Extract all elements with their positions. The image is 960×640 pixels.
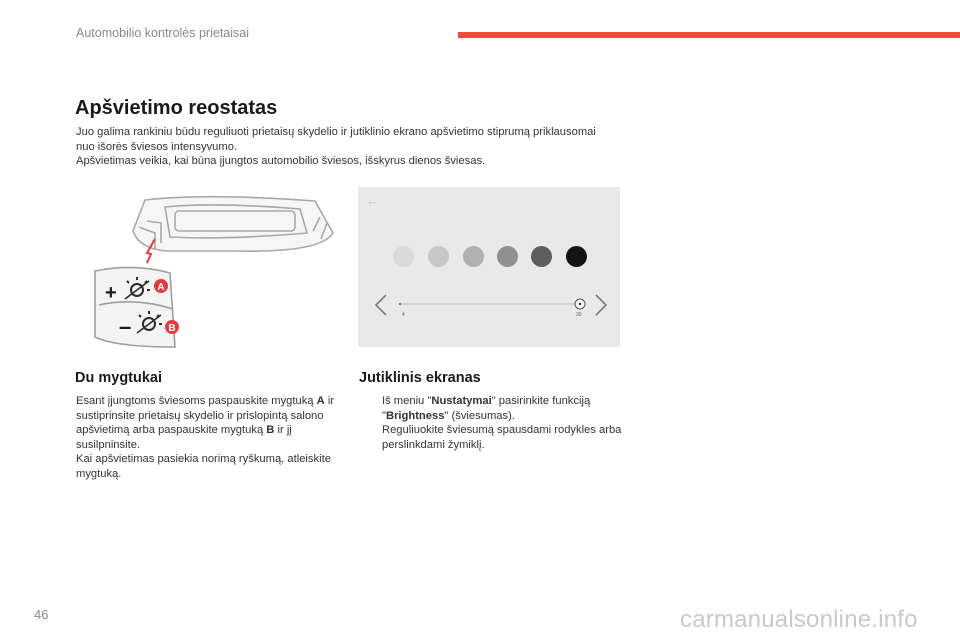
touchscreen-heading: Jutiklinis ekranas	[359, 370, 481, 386]
two-buttons-text	[76, 394, 338, 481]
intro-paragraph-1: Juo galima rankiniu būdu reguliuoti prietaisų skydelio ir jutiklinio ekrano apšvietimo stiprumą priklausomai nuo išorės šviesos intensyvumo.	[76, 126, 596, 153]
minus-symbol: –	[119, 314, 132, 339]
plus-symbol: +	[105, 282, 117, 304]
brightness-swatch[interactable]	[566, 246, 587, 267]
text-segment: ir sustiprinsite prietaisų skydelio ir prislopintą salono apšvietimą arba paspauskite mygtuką	[76, 395, 335, 436]
page-title: Apšvietimo reostatas	[75, 97, 278, 119]
two-buttons-heading: Du mygtukai	[75, 370, 163, 386]
instrument-cluster-drawing	[133, 197, 333, 251]
function-name-brightness: Brightness	[385, 409, 445, 422]
intro-text	[76, 125, 616, 169]
chevron-right-icon	[596, 295, 606, 315]
list-item	[359, 423, 627, 452]
header-title: Automobilio kontrolės prietaisai	[76, 26, 250, 40]
dashboard-buttons-illustration	[75, 187, 340, 352]
key-a-reference: A	[316, 395, 325, 407]
text-segment: Esant įjungtoms šviesoms paspauskite mygtuką	[76, 395, 314, 407]
chevron-left-icon	[376, 295, 386, 315]
brightness-slider[interactable]	[358, 287, 620, 327]
button-b-label: B	[168, 323, 176, 334]
text-segment: " (šviesumas).	[444, 409, 515, 422]
text-segment: " pasirinkite funkciją "	[382, 395, 591, 422]
header-accent-bar	[458, 32, 960, 38]
button-a-label: A	[157, 282, 165, 293]
menu-name-settings: Nustatymai	[431, 395, 492, 407]
text-segment: Iš meniu "	[382, 395, 432, 407]
brightness-swatch[interactable]	[497, 246, 518, 267]
brightness-swatch[interactable]	[463, 246, 484, 267]
two-buttons-paragraph-1	[76, 394, 338, 452]
key-b-reference: B	[266, 424, 275, 436]
touchscreen-steps	[359, 394, 627, 452]
back-arrow-icon[interactable]: ←	[366, 193, 379, 208]
list-item	[359, 394, 627, 423]
two-buttons-paragraph-2: Kai apšvietimas pasiekia norimą ryškumą, atleiskite mygtuką.	[76, 453, 331, 480]
slider-max-label: 30	[576, 312, 582, 318]
brightness-swatch[interactable]	[393, 246, 414, 267]
brightness-swatch[interactable]	[531, 246, 552, 267]
slider-min-label: 4	[402, 312, 405, 318]
text-segment: ir jį susilpninsite.	[76, 424, 292, 451]
watermark: carmanualsonline.info	[680, 606, 918, 633]
brightness-swatch[interactable]	[428, 246, 449, 267]
page-number: 46	[34, 607, 49, 622]
intro-paragraph-2: Apšvietimas veikia, kai būna įjungtos automobilio šviesos, išskyrus dienos šviesas.	[76, 155, 486, 167]
text-segment: Reguliuokite šviesumą spausdami rodykles arba perslinkdami žymiklį.	[382, 424, 622, 451]
